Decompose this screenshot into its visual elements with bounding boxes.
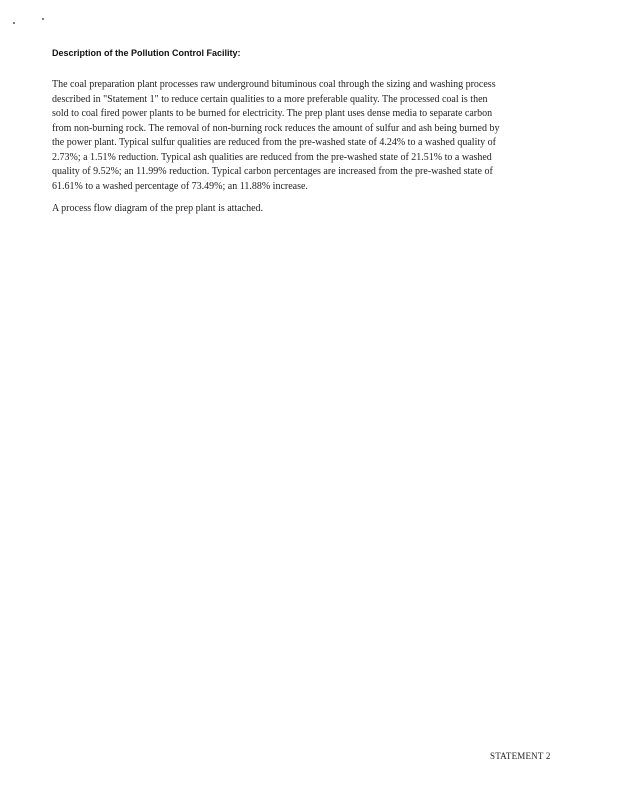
paragraph-line: quality of 9.52%; an 11.99% reduction. Typical carbon percentages are increased from the pre-washed state of bbox=[52, 166, 493, 177]
paragraph-line: 2.73%; a 1.51% reduction. Typical ash qualities are reduced from the pre-washed state of 21.51% to a washed bbox=[52, 151, 492, 163]
paragraph-line: from non-burning rock. The removal of non-burning rock reduces the amount of sulfur and ash being burned by bbox=[52, 122, 500, 134]
description-paragraph bbox=[52, 78, 562, 194]
section-heading: Description of the Pollution Control Facility: bbox=[52, 48, 241, 58]
attachment-note: A process flow diagram of the prep plant is attached. bbox=[52, 203, 264, 214]
paragraph-line: The coal preparation plant processes raw underground bituminous coal through the sizing and washing process bbox=[52, 79, 496, 90]
paragraph-line: 61.61% to a washed percentage of 73.49%; an 11.88% increase. bbox=[52, 180, 308, 192]
paragraph-line: the power plant. Typical sulfur qualities are reduced from the pre-washed state of 4.24% to a washed quality of bbox=[52, 137, 496, 148]
scan-speck bbox=[42, 18, 44, 20]
paragraph-line: described in "Statement 1" to reduce certain qualities to a more preferable quality. The processed coal is then bbox=[52, 93, 488, 105]
scan-speck bbox=[13, 22, 15, 24]
page-footer-label: STATEMENT 2 bbox=[490, 751, 551, 761]
paragraph-line: sold to coal fired power plants to be burned for electricity. The prep plant uses dense media to separate carbon bbox=[52, 108, 493, 119]
